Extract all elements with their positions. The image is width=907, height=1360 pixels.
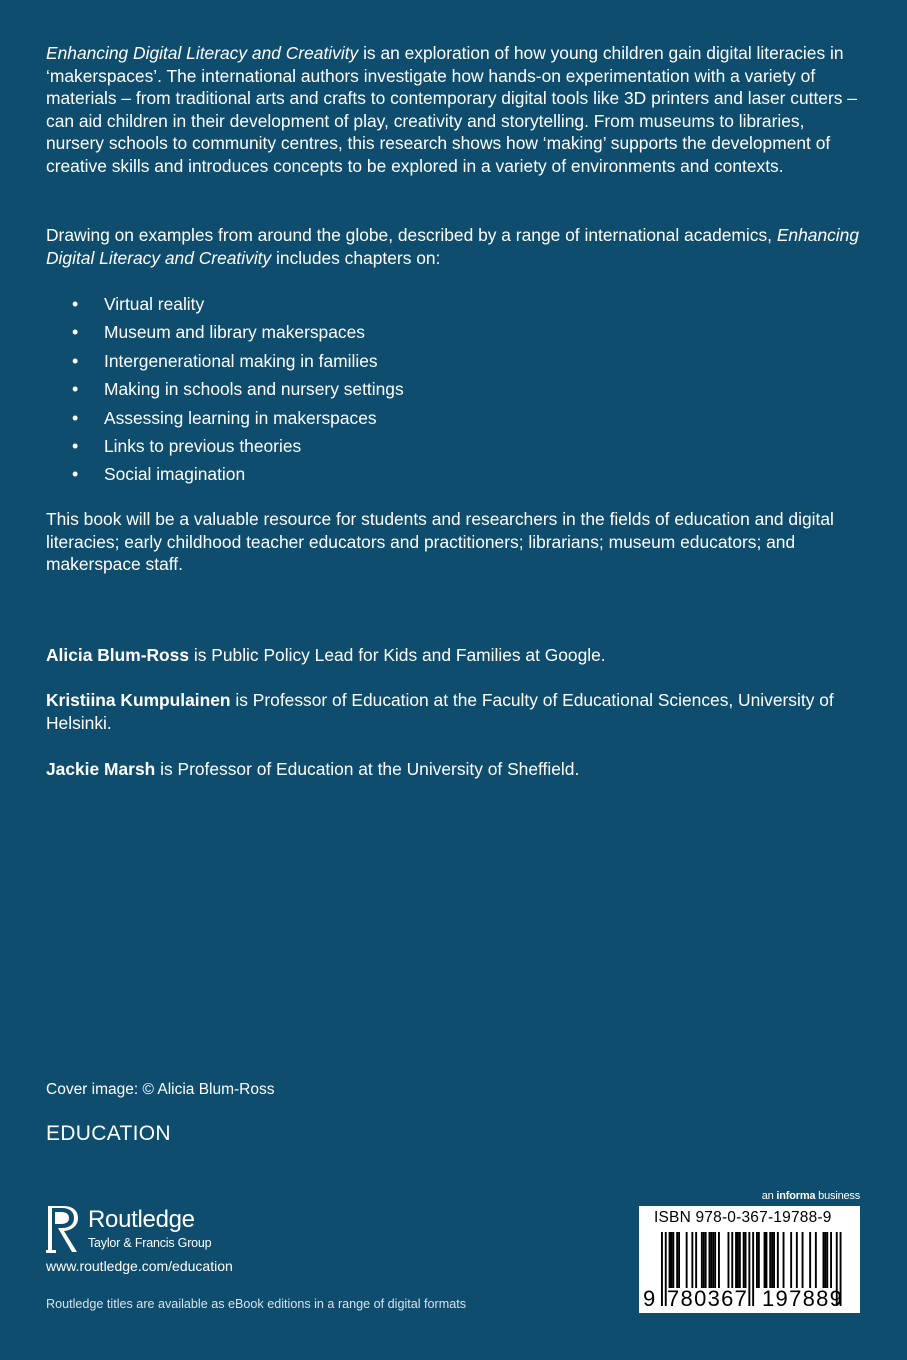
cover-credit: Cover image: © Alicia Blum-Ross <box>46 1081 275 1098</box>
barcode-bar <box>802 1232 804 1288</box>
author-name: Kristiina Kumpulainen <box>46 690 231 710</box>
barcode-bar <box>672 1232 674 1288</box>
barcode-bar <box>710 1232 712 1288</box>
publisher-website[interactable]: www.routledge.com/education <box>46 1258 233 1274</box>
barcode-digit-first: 9 <box>643 1286 657 1311</box>
barcode-bar <box>676 1232 678 1288</box>
barcode-bar <box>773 1232 775 1288</box>
chapter-list <box>46 290 846 489</box>
list-item: • Museum and library makerspaces <box>46 318 846 346</box>
barcode-bar <box>735 1232 737 1288</box>
barcode-bar <box>701 1232 703 1288</box>
author-bio <box>46 644 856 667</box>
barcode-bar <box>686 1232 688 1288</box>
barcode-bar <box>728 1232 730 1288</box>
barcode-bar <box>815 1232 817 1288</box>
barcode-bar <box>705 1232 707 1288</box>
book-title-italic: Enhancing Digital Literacy and Creativity <box>46 225 860 268</box>
barcode-bar <box>661 1232 663 1306</box>
publisher-logo <box>46 1204 246 1256</box>
barcode-bar <box>796 1232 798 1288</box>
isbn-label: ISBN 978-0-367-19788-9 <box>654 1209 832 1226</box>
barcode-bar <box>830 1232 832 1288</box>
barcode-bar <box>712 1232 714 1288</box>
list-item: • Social imagination <box>46 460 846 488</box>
barcode-bar <box>691 1232 693 1288</box>
barcode-digits-right: 197889 <box>762 1286 844 1311</box>
barcode-bar <box>714 1232 716 1288</box>
author-description: is Public Policy Lead for Kids and Families at Google. <box>189 645 606 665</box>
barcode-bar <box>826 1232 828 1288</box>
barcode-bar <box>752 1232 754 1306</box>
list-item: • Assessing learning in makerspaces <box>46 404 846 432</box>
ebook-note: Routledge titles are available as eBook editions in a range of digital formats <box>46 1297 467 1311</box>
barcode-bar <box>790 1232 792 1288</box>
informa-bold: informa <box>776 1190 816 1202</box>
barcode-bar <box>739 1232 741 1288</box>
informa-suffix: business <box>815 1190 860 1202</box>
author-bio <box>46 758 856 781</box>
intro-paragraph <box>46 42 866 177</box>
barcode-bar <box>824 1232 826 1288</box>
closing-paragraph: This book will be a valuable resource for students and researchers in the fields of education and digital literacies; early childhood teacher educators and practitioners; librarians; museum educators; and makerspace staff. <box>46 509 834 574</box>
chapters-intro-after: includes chapters on: <box>271 247 441 268</box>
barcode-bar <box>718 1232 720 1288</box>
barcode-bar <box>669 1232 671 1288</box>
chapters-intro-before: Drawing on examples from around the globe, described by a range of international academics, <box>46 225 777 245</box>
book-title-italic: Enhancing Digital Literacy and Creativity <box>46 43 359 63</box>
author-description: is Professor of Education at the University of Sheffield. <box>155 759 580 779</box>
chapters-intro-paragraph <box>46 224 866 269</box>
barcode-bar <box>748 1232 750 1306</box>
informa-prefix: an <box>761 1190 777 1202</box>
publisher-group: Taylor & Francis Group <box>88 1236 212 1250</box>
barcode-bar <box>764 1232 766 1288</box>
subject-category: EDUCATION <box>46 1122 171 1145</box>
publisher-name: Routledge <box>88 1206 195 1233</box>
barcode-bar <box>709 1232 711 1288</box>
barcode-bar <box>737 1232 739 1288</box>
barcode-bar <box>758 1232 760 1288</box>
barcode-bar <box>777 1232 779 1288</box>
barcode-bar <box>771 1232 773 1288</box>
barcode-bar <box>823 1232 825 1288</box>
isbn-barcode <box>639 1206 860 1313</box>
author-description: is Professor of Education at the Faculty of Educational Sciences, University of Helsinki. <box>46 690 834 733</box>
list-item: • Links to previous theories <box>46 432 846 460</box>
barcode-bar <box>809 1232 811 1288</box>
barcode-bar <box>756 1232 758 1288</box>
author-name: Alicia Blum-Ross <box>46 645 190 665</box>
list-item: • Intergenerational making in families <box>46 347 846 375</box>
barcode-bar <box>743 1232 745 1288</box>
author-bio <box>46 689 856 734</box>
author-name: Jackie Marsh <box>46 759 156 779</box>
barcode-bar <box>678 1232 680 1288</box>
list-item: • Making in schools and nursery settings <box>46 375 846 403</box>
barcode-bar <box>671 1232 673 1288</box>
barcode-bar <box>783 1232 785 1288</box>
intro-text: is an exploration of how young children gain digital literacies in ‘makerspaces’. The international authors investigate how hands-on experimentation with a variety of materials – from traditional arts and crafts to contemporary digital tools like 3D printers and laser cutters – can aid children in their development of play, creativity and storytelling. From museums to libraries, nursery schools to community centres, this research shows how ‘making’ supports the development of creative skills and introduces concepts to be explored in a variety of environments and contexts. <box>46 43 857 176</box>
barcode-bar <box>766 1232 768 1288</box>
barcode-digits-left: 780367 <box>667 1286 749 1311</box>
barcode-bar <box>695 1232 697 1288</box>
informa-tagline <box>762 1190 860 1202</box>
barcode-bar <box>745 1232 747 1288</box>
routledge-r-icon <box>46 1204 82 1254</box>
list-item: • Virtual reality <box>46 290 846 318</box>
barcode-bar <box>703 1232 705 1288</box>
barcode-bar <box>769 1232 771 1288</box>
barcode-bar <box>731 1232 733 1288</box>
